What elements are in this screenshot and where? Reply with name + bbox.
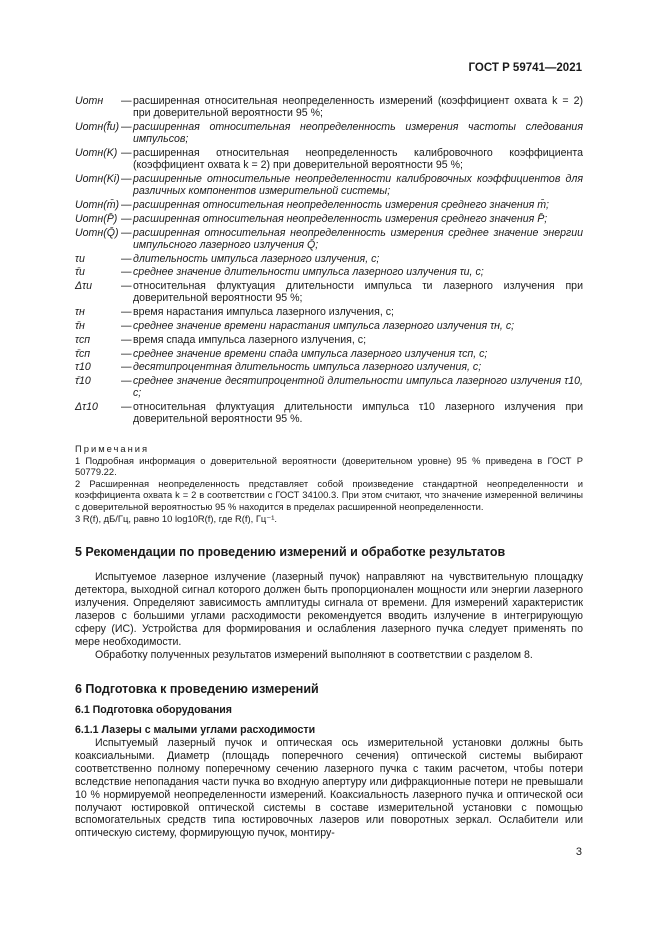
definition-symbol: Uотн(K) [75,147,118,159]
definition-text: время нарастания импульса лазерного излучения, с; [133,306,394,319]
definition-item: τ̄н — среднее значение времени нарастания импульса лазерного излучения τн, с; [75,320,583,332]
definitions-list [75,95,583,427]
definition-symbol: Uотн(Ki) [75,173,120,185]
definition-item: Uотн(Ki) — расширенные относительные неопределенности калибровочных коэффициентов для различных компонентов измерительной системы; [75,173,583,198]
section-5-paragraph: Испытуемое лазерное излучение (лазерный пучок) направляют на чувствительную площадку детектора, выходной сигнал которого должен быть пропорционален мощности или энергии лазерного излучения. Определяют зависимость амплитуды сигнала от времени. Для измерений характеристик лазеров с большими углами расходимости рекомендуется вводить излучение в интегрирующую сферу (ИС). Устройства для формирования и ослабления лазерного пучка следует применять по мере необходимости. [75,571,583,648]
definition-text: относительная флуктуация длительности импульса τ10 лазерного излучения при доверительной вероятности 95 %. [133,401,583,426]
note-item: 2 Расширенная неопределенность представляет собой произведение стандартной неопределенности и коэффициента охвата k = 2 в соответствии с ГОСТ 34100.3. При этом считают, что значение измеренной величины с доверительной вероятностью 95 % находится в пределах расширенной неопределенности. [75,477,583,512]
definition-symbol: Δτи [75,280,92,293]
definition-symbol: Uотн [75,95,104,107]
definition-text: расширенная относительная неопределенность калибровочного коэффициента (коэффициент охвата k = 2) при доверительной вероятности 95 %; [133,147,583,172]
definition-symbol: τ̄10 [75,375,91,388]
definition-text: среднее значение десятипроцентной длительности импульса лазерного излучения τ10, с; [133,375,583,400]
definition-symbol: Δτ10 [75,401,98,414]
subsection-heading: 6.1.1 Лазеры с малыми углами расходимости [75,724,316,736]
definition-item: τ̄и — среднее значение длительности импульса лазерного излучения τи, с; [75,266,583,278]
definition-item: Uотн — расширенная относительная неопределенность измерений (коэффициент охвата k = 2) при доверительной вероятности 95 %; [75,95,583,120]
definition-text: длительность импульса лазерного излучения, с; [133,252,380,265]
definition-text: расширенная относительная неопределенность измерения среднее значение энергии импульсного лазерного излучения Q̄; [133,226,583,251]
definition-text: среднее значение времени нарастания импульса лазерного излучения τн, с; [133,319,515,332]
definition-text: расширенная относительная неопределенность измерения среднего значения m̄; [133,199,549,211]
notes-title: Примечания [75,443,150,454]
definition-symbol: τ̄н [75,319,85,332]
definition-symbol: τи [75,252,85,265]
section-6-heading: 6 Подготовка к проведению измерений [75,682,319,696]
note-item: 3 R(f), дБ/Гц, равно 10 log10R(f), где R(f), Гц⁻¹. [75,512,277,524]
definition-item: τн — время нарастания импульса лазерного излучения, с; [75,306,583,318]
section-5-paragraph: Обработку полученных результатов измерений выполняют в соответствии с разделом 8. [95,649,533,661]
definition-symbol: τ10 [75,361,91,374]
definition-item: Δτи — относительная флуктуация длительности импульса τи лазерного излучения при доверительной вероятности 95 %; [75,280,583,305]
definition-item: Uотн(Q̄) — расширенная относительная неопределенность измерения среднее значение энергии импульсного лазерного излучения Q̄; [75,226,583,251]
definition-text: расширенная относительная неопределенность измерений (коэффициент охвата k = 2) при доверительной вероятности 95 %; [133,95,583,120]
definition-text: среднее значение времени спада импульса лазерного излучения τсп, с; [133,347,488,360]
page-number: 3 [575,846,582,858]
note-item: 1 Подробная информация о доверительной вероятности (доверительном уровне) 95 % приведена в ГОСТ Р 50779.22. [75,454,583,478]
definition-item: τи — длительность импульса лазерного излучения, с; [75,253,583,265]
definition-symbol: τн [75,306,85,319]
definition-symbol: Uотн(f̄и) [75,121,120,133]
definition-text: расширенная относительная неопределенность измерения частоты следования импульсов; [133,121,583,146]
definition-item: τсп — время спада импульса лазерного излучения, с; [75,334,583,346]
definition-item: Uотн(P̄) — расширенная относительная неопределенность измерения среднего значения P̄; [75,213,583,225]
definition-symbol: τсп [75,333,91,346]
definition-item: τ̄сп — среднее значение времени спада импульса лазерного излучения τсп, с; [75,348,583,360]
definition-text: десятипроцентная длительность импульса лазерного излучения, с; [133,361,482,374]
definition-symbol: Uотн(P̄) [75,212,118,225]
definition-item: Uотн(f̄и) — расширенная относительная неопределенность измерения частоты следования импульсов; [75,121,583,146]
section-5-heading: 5 Рекомендации по проведению измерений и обработке результатов [75,545,506,559]
definition-symbol: Uотн(Q̄) [75,226,119,239]
definition-item: τ10 — десятипроцентная длительность импульса лазерного излучения, с; [75,361,583,373]
section-6-paragraph: Испытуемый лазерный пучок и оптическая ось измерительной установки должны быть коаксиальными. Диаметр (площадь поперечного сечения) оптической системы выбирают соответственно полному поперечному сечению лазерного пучка с таким расчетом, чтобы потери вследствие непопадания части пучка во входную апертуру или дифракционные потери не превышали 10 % нормируемой неопределенности измерений. Коаксиальность лазерного пучка и оптической оси получают юстировкой оптической системы в составе измерительной установки с помощью вспомогательных средств типа юстировочных лазеров или поворотных зеркал. Ослабители или оптическую систему, формирующую пучок, монтиру- [75,737,583,840]
definition-text: время спада импульса лазерного излучения, с; [133,333,367,346]
definition-symbol: τ̄и [75,266,85,279]
notes-block [75,443,583,524]
definition-item: Δτ10 — относительная флуктуация длительности импульса τ10 лазерного излучения при доверительной вероятности 95 %. [75,401,583,426]
page-header: ГОСТ Р 59741—2021 [468,62,582,74]
definition-symbol: τ̄сп [75,347,91,360]
definition-text: расширенная относительная неопределенность измерения среднего значения P̄; [133,212,548,225]
definition-item: Uотн(K) — расширенная относительная неопределенность калибровочного коэффициента (коэффициент охвата k = 2) при доверительной вероятности 95 %; [75,147,583,172]
definition-item: Uотн(m̄) — расширенная относительная неопределенность измерения среднего значения m̄; [75,199,583,211]
subsection-heading: 6.1 Подготовка оборудования [75,704,232,716]
definition-text: среднее значение длительности импульса лазерного излучения τи, с; [133,266,484,279]
definition-item: τ̄10 — среднее значение десятипроцентной длительности импульса лазерного излучения τ10, с; [75,375,583,400]
definition-symbol: Uотн(m̄) [75,199,120,211]
definition-text: расширенные относительные неопределенности калибровочных коэффициентов для различных компонентов измерительной системы; [133,173,583,198]
definition-text: относительная флуктуация длительности импульса τи лазерного излучения при доверительной вероятности 95 %; [133,280,583,305]
